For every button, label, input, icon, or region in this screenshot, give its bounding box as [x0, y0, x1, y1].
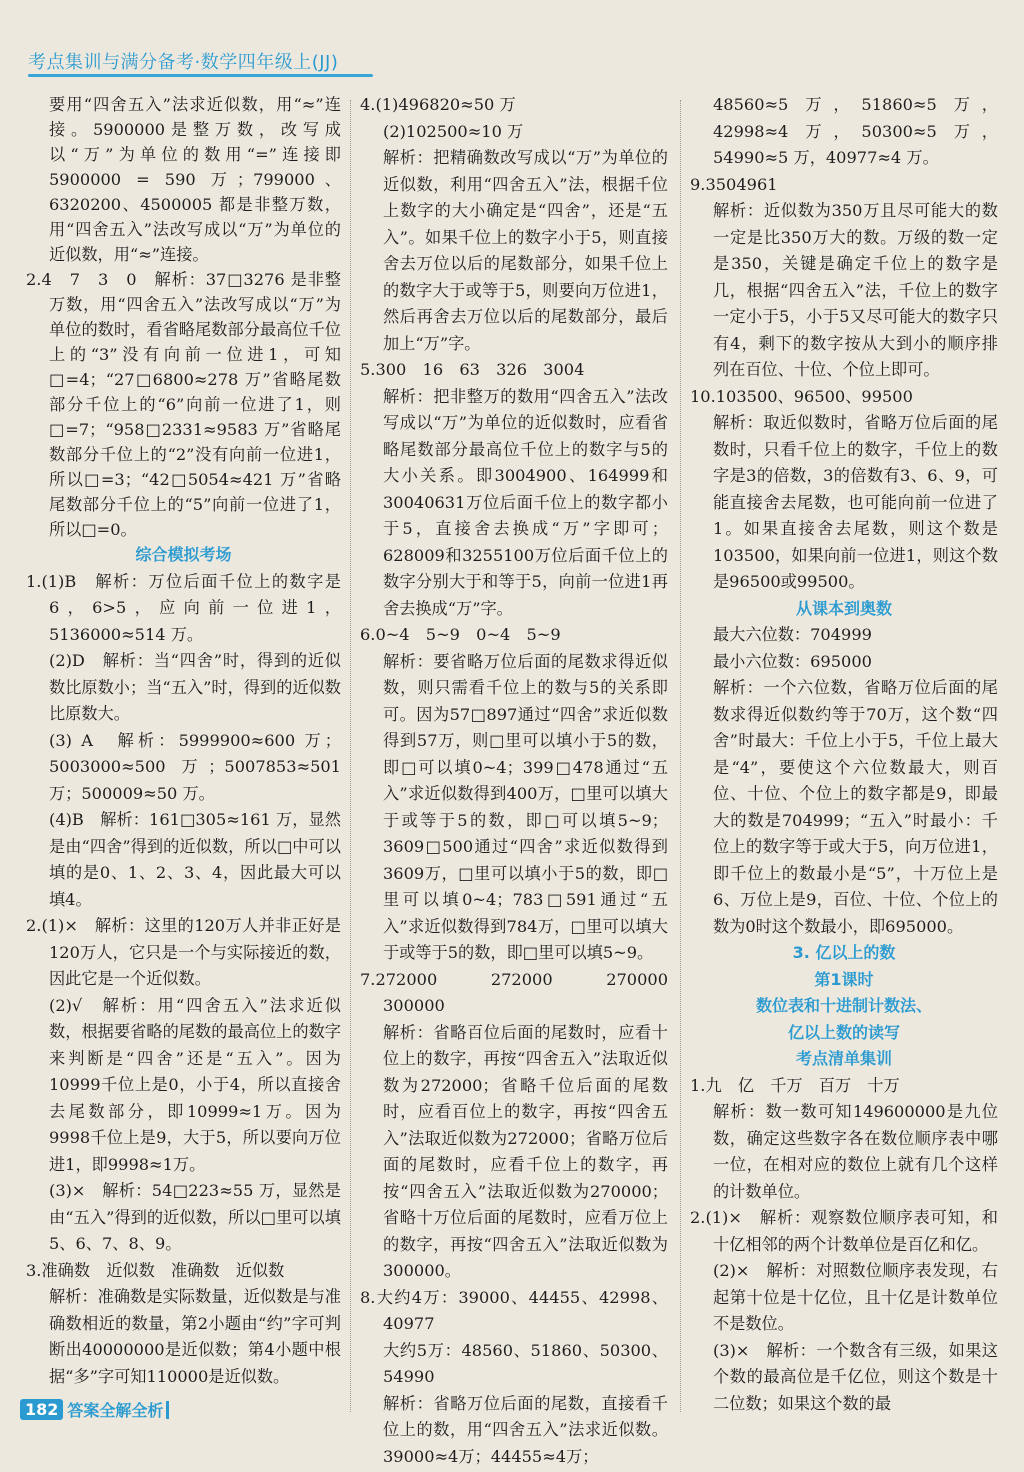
answer-max-six-digit: 最大六位数：704999 [713, 625, 872, 644]
answer-explanation-4: 解析：把精确数改写成以“万”为单位的近似数，利用“四舍五入”法，根据千位上数字的大小确定是“四舍”，还是“五入”。如果千位上的数字小于5，则直接舍去万位以后的尾数部分，如果千位上的数字大于或等于5，则要向万位进1，然后再舍去万位以后的尾数部分，最后加上“万”字。 [383, 148, 668, 353]
answer-item-3: 3.准确数 近似数 准确数 近似数 [26, 1260, 285, 1280]
answer-explanation-10: 解析：取近似数时，省略万位后面的尾数时，只看千位上的数字，千位上的数字是3的倍数，3的倍数有3、6、9，可能直接舍去尾数，也可能向前一位进了1。如果直接舍去尾数，则这个数是103500，如果向前一位进1，则这个数是96500或99500。 [713, 413, 998, 591]
answer-item-10: 10.103500、96500、99500 [690, 386, 913, 406]
answer-explanation-7: 解析：省略百位后面的尾数时，应看十位上的数字，再按“四舍五入”法取近似数为272000；省略千位后面的尾数时，应看百位上的数字，再按“四舍五入”法取近似数为272000；省略万位后面的尾数时，应看千位上的数字，再按“四舍五入”法取近似数为270000；省略十万位后面的尾数时，应看万位上的数字，再按“四舍五入”法取近似数为300000。 [383, 1022, 668, 1280]
chapter-heading: 3. 亿以上的数 [792, 943, 896, 962]
answer-item-2-1: 2.(1)× 解析：这里的120万人并非正好是120万人，它只是一个与实际接近的数，因此它是一个近似数。 [26, 916, 341, 988]
answer-explanation-3: 解析：准确数是实际数量，近似数是与准确数相近的数量，第2小题由“约”字可判断出40000000是近似数；第4小题中根据“多”字可知110000是近似数。 [49, 1287, 341, 1386]
answer-explanation-6: 解析：要省略万位后面的尾数求得近似数，则只需看千位上的数与5的关系即可。因为57□897通过“四舍”求近似数得到57万，则□里可以填小于5的数，即□可以填0~4；399□478通过“五入”求近似数得到400万，□里可以填大于或等于5的数，即□可以填5~9；3609□500通过“四舍”求近似数得到3609万，□里可以填小于5的数，即□里可以填0~4；783□591通过“五入”求近似数得到784万，□里可以填大于或等于5的数，即□里可以填5~9。 [383, 651, 668, 962]
answer-item-2-1: 2.(1)× 解析：观察数位顺序表可知，和十亿相邻的两个计数单位是百亿和亿。 [690, 1208, 998, 1254]
answer-item-4-2: (2)102500≈10 万 [383, 121, 524, 141]
page-footer [20, 1398, 169, 1421]
answer-paragraph: 要用“四舍五入”法求近似数，用“≈”连接。5900000是整万数，改写成以“万”为单位的数用“=”连接即 5900000 = 590 万；799000、6320200、4500005 都是非整万数，用“四舍五入”法改写成以“万”为单位的近似数，用“≈”连接。 [49, 95, 341, 264]
answer-explanation-9: 解析：近似数为350万且尽可能大的数一定是比350万大的数。万级的数一定是350，关键是确定千位上的数字是几，根据“四舍五入”法，千位上的数字一定小于5，小于5又尽可能大的数字只有4，剩下的数字按从大到小的顺序排列在百位、十位、个位上即可。 [713, 201, 998, 379]
page-number: 182 [20, 1399, 63, 1420]
column-right [690, 92, 998, 1417]
column-middle [360, 92, 685, 1470]
answer-min-six-digit: 最小六位数：695000 [713, 651, 872, 671]
section-heading: 考点清单集训 [795, 1049, 892, 1068]
section-heading: 从课本到奥数 [795, 598, 892, 618]
header-underline [28, 74, 373, 77]
answer-item-2-3: (3)× 解析：一个数含有三级，如果这个数的最高位是千亿位，则这个数是十二位数；如果这个数的最 [713, 1340, 998, 1413]
footer-label: 答案全解全析 [67, 1401, 164, 1420]
lesson-heading: 第1课时 [814, 969, 874, 989]
column-divider-2 [680, 100, 681, 1412]
answer-item-2-2: (2)× 解析：对照数位顺序表发现，右起第十位是十亿位，且十亿是计数单位不是数位。 [713, 1261, 998, 1333]
answer-item-2-3: (3)× 解析：54□223≈55 万，显然是由“五入”得到的近似数，所以□里可以填5、6、7、8、9。 [49, 1181, 341, 1253]
answer-explanation-8: 解析：省略万位后面的尾数，直接看千位上的数，用“四舍五入”法求近似数。39000≈4万；44455≈4万； [383, 1393, 668, 1466]
answer-explanation-5: 解析：把非整万的数用“四舍五入”法改写成以“万”为单位的近似数时，应看省略尾数部分最高位千位上的数字与5的大小关系。即3004900、164999和30040631万位后面千位上的数字都小于5，直接舍去换成“万”字即可；628009和3255100万位后面千位上的数字分别大于和等于5，向前一位进1再舍去换成“万”字。 [383, 386, 668, 618]
footer-bar [166, 1401, 169, 1419]
answer-explanation-1: 解析：数一数可知149600000是九位数，确定这些数字各在数位顺序表中哪一位，在相对应的数位上就有几个这样的计数单位。 [713, 1102, 998, 1201]
answer-item-1-1: 1.(1)B 解析：万位后面千位上的数字是6，6>5，应向前一位进1，5136000≈514 万。 [26, 571, 341, 644]
answer-item-1-3: (3) A 解析：5999900≈600 万；5003000≈500 万；5007853≈501 万；500009≈50 万。 [49, 730, 341, 803]
answer-item-8-2: 大约5万：48560、51860、50300、54990 [383, 1340, 668, 1386]
lesson-title-line-1: 数位表和十进制计数法、 [755, 996, 932, 1015]
answer-item-6: 6.0~4 5~9 0~4 5~9 [360, 625, 561, 644]
column-divider-1 [350, 100, 351, 1412]
answer-item-2: 2.4 7 3 0 解析：37□3276 是非整万数，用“四舍五入”法改写成以“万”为单位的数时，看省略尾数部分最高位千位上的“3”没有向前一位进1，可知□=4；“27□6800≈278 万”省略尾数部分千位上的“6”向前一位进了1，则□=7；“958□2331≈9583 万”省略尾数部分千位上的“2”没有向前一位进1，所以□=3；“42□5054≈421 万”省略尾数部分千位上的“5”向前一位进了1，所以□=0。 [26, 270, 341, 539]
answer-item-1: 1.九 亿 千万 百万 十万 [690, 1075, 900, 1095]
answer-item-5: 5.300 16 63 326 3004 [360, 360, 585, 379]
answer-item-2-2: (2)√ 解析：用“四舍五入”法求近似数，根据要省略的尾数的最高位上的数字来判断是“四舍”还是“五入”。因为10999千位上是0，小于4，所以直接舍去尾数部分，即10999≈1万。因为9998千位上是9，大于5，所以要向万位进1，即9998≈1万。 [49, 995, 341, 1174]
answer-item-4-1: 4.(1)496820≈50 万 [360, 95, 516, 114]
lesson-title-line-2: 亿以上数的读写 [787, 1022, 900, 1042]
answer-item-1-2: (2)D 解析：当“四舍”时，得到的近似数比原数小；当“五入”时，得到的近似数比原数大。 [49, 651, 341, 723]
answer-item-9: 9.3504961 [690, 174, 778, 194]
answer-continuation: 48560≈5 万，51860≈5 万，42998≈4 万，50300≈5 万，54990≈5 万，40977≈4 万。 [713, 95, 998, 167]
column-left [26, 92, 341, 1390]
answer-item-7: 7.272000 272000 270000 300000 [360, 969, 685, 1015]
section-heading: 综合模拟考场 [135, 545, 232, 564]
answer-explanation-olympiad: 解析：一个六位数，省略万位后面的尾数求得近似数约等于70万，这个数“四舍”时最大：千位上小于5，千位上最大是“4”，要使这个六位数最大，则百位、十位、个位上的数字都是9，即最大的数是704999；“五入”时最小：千位上的数字等于或大于5，向万位进1，即千位上的数最小是“5”，十万位上是6、万位上是9，百位、十位、个位上的数为0时这个数最小，即695000。 [713, 678, 998, 936]
answer-item-8-1: 8.大约4万：39000、44455、42998、40977 [360, 1287, 668, 1333]
header-title: 考点集训与满分备考·数学四年级上(JJ) [28, 52, 339, 73]
answer-item-1-4: (4)B 解析：161□305≈161 万，显然是由“四舍”得到的近似数，所以□中可以填的是0、1、2、3、4，因此最大可以填4。 [49, 810, 341, 909]
